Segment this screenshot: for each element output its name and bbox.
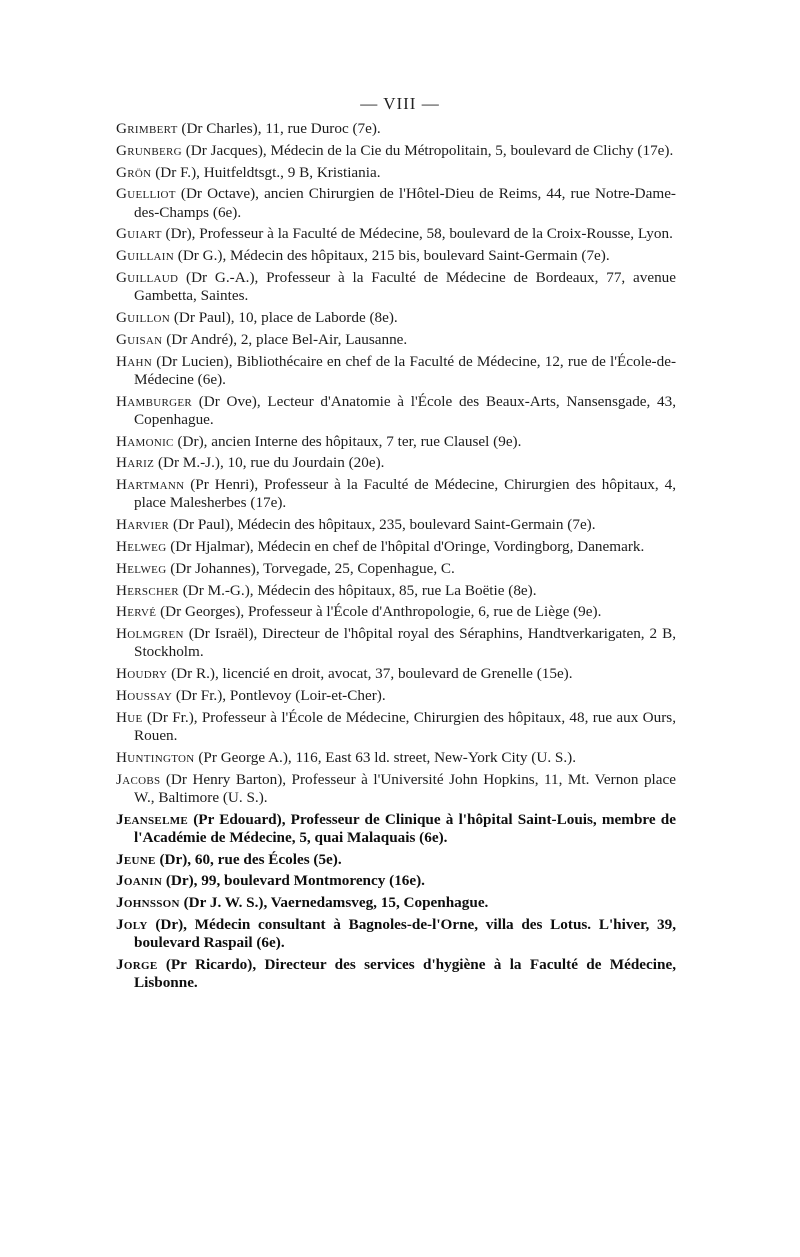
entry-name: Guisan (116, 330, 163, 348)
entry-name: Helweg (116, 537, 167, 555)
directory-entry (116, 454, 676, 472)
entry-details: (Dr), Professeur à la Faculté de Médecine, 58, boulevard de la Croix-Rousse, Lyon. (165, 225, 673, 243)
directory-entry (116, 811, 676, 847)
entry-name: Houdry (116, 665, 168, 683)
entry-details: (Dr G.-A.), Professeur à la Faculté de Médecine de Bordeaux, 77, avenue Gambetta, Saintes. (134, 268, 676, 305)
entry-details: (Dr Charles), 11, rue Duroc (7e). (181, 120, 381, 137)
entry-details: (Dr), 99, boulevard Montmorency (16e). (165, 872, 425, 890)
page-header: — VIII — (360, 94, 440, 113)
entry-name: Guillain (116, 247, 174, 265)
directory-list (116, 120, 676, 996)
entry-name: Jeune (116, 850, 156, 868)
directory-entry (116, 709, 676, 745)
entry-name: Guiart (116, 225, 162, 243)
entry-details: (Dr R.), licencié en droit, avocat, 37, boulevard de Grenelle (15e). (171, 665, 573, 683)
directory-entry (116, 476, 676, 512)
entry-details: (Pr Ricardo), Directeur des services d'hygiène à la Faculté de Médecine, Lisbonne. (134, 955, 676, 992)
entry-details: (Dr Fr.), Professeur à l'École de Médecine, Chirurgien des hôpitaux, 48, rue aux Ours, Rouen. (134, 708, 676, 744)
entry-details: (Dr F.), Huitfeldtsgt., 9 B, Kristiania. (155, 163, 381, 181)
directory-entry (116, 433, 676, 451)
entry-name: Hervé (116, 603, 157, 621)
entry-name: Helweg (116, 559, 167, 577)
entry-details: (Dr Paul), Médecin des hôpitaux, 235, boulevard Saint-Germain (7e). (172, 516, 596, 534)
entry-name: Jeanselme (116, 810, 189, 828)
entry-details: (Pr Henri), Professeur à la Faculté de Médecine, Chirurgien des hôpitaux, 4, place Malesherbes (17e). (134, 476, 676, 512)
directory-entry (116, 120, 676, 138)
entry-details: (Dr Georges), Professeur à l'École d'Anthropologie, 6, rue de Liège (9e). (160, 603, 602, 621)
directory-entry (116, 309, 676, 327)
entry-details: (Dr Octave), ancien Chirurgien de l'Hôtel-Dieu de Reims, 44, rue Notre-Dame-des-Champs (6e). (134, 185, 676, 221)
entry-details: (Dr G.), Médecin des hôpitaux, 215 bis, boulevard Saint-Germain (7e). (177, 247, 610, 265)
entry-name: Grimbert (116, 120, 178, 137)
entry-details: (Dr), ancien Interne des hôpitaux, 7 ter, rue Clausel (9e). (177, 432, 522, 450)
directory-entry (116, 164, 676, 182)
entry-name: Grön (116, 163, 152, 181)
directory-entry (116, 625, 676, 661)
entry-name: Jorge (116, 955, 158, 973)
entry-name: Hahn (116, 352, 152, 370)
directory-entry (116, 665, 676, 683)
directory-entry (116, 771, 676, 807)
directory-entry (116, 916, 676, 952)
entry-details: (Dr Henry Barton), Professeur à l'Université John Hopkins, 11, Mt. Vernon place W., Baltimore (U. S.). (134, 770, 676, 806)
entry-name: Johnsson (116, 894, 180, 912)
entry-name: Holmgren (116, 625, 184, 643)
directory-entry (116, 749, 676, 767)
entry-name: Guillon (116, 308, 171, 326)
entry-name: Grunberg (116, 141, 182, 159)
entry-name: Huntington (116, 748, 195, 766)
directory-entry (116, 353, 676, 389)
entry-details: (Pr Edouard), Professeur de Clinique à l'hôpital Saint-Louis, membre de l'Académie de Médecine, 5, quai Malaquais (6e). (134, 810, 676, 846)
entry-details: (Dr M.-J.), 10, rue du Jourdain (20e). (157, 454, 385, 472)
entry-details: (Dr), 60, rue des Écoles (5e). (159, 850, 342, 868)
entry-details: (Dr Lucien), Bibliothécaire en chef de la Faculté de Médecine, 12, rue de l'École-de-Médecine (6e). (134, 352, 677, 388)
directory-entry (116, 331, 676, 349)
entry-name: Joanin (116, 872, 163, 890)
entry-name: Guelliot (116, 185, 176, 203)
entry-details: (Dr), Médecin consultant à Bagnoles-de-l'Orne, villa des Lotus. L'hiver, 39, boulevard Raspail (6e). (134, 915, 677, 952)
entry-details: (Dr André), 2, place Bel-Air, Lausanne. (166, 330, 408, 348)
directory-entry (116, 956, 676, 992)
entry-details: (Dr Hjalmar), Médecin en chef de l'hôpital d'Oringe, Vordingborg, Danemark. (170, 537, 645, 555)
directory-entry (116, 142, 676, 160)
entry-details: (Dr Johannes), Torvegade, 25, Copenhague, C. (170, 559, 455, 577)
directory-entry (116, 851, 676, 869)
entry-details: (Dr Jacques), Médecin de la Cie du Métropolitain, 5, boulevard de Clichy (17e). (185, 141, 674, 159)
entry-name: Harvier (116, 516, 170, 534)
entry-name: Hartmann (116, 476, 185, 494)
entry-name: Guillaud (116, 268, 179, 286)
directory-entry (116, 393, 676, 429)
entry-details: (Dr Israël), Directeur de l'hôpital royal des Séraphins, Handtverkarigaten, 2 B, Stockholm. (134, 625, 676, 661)
entry-name: Joly (116, 915, 148, 933)
directory-entry (116, 516, 676, 534)
directory-entry (116, 872, 676, 890)
entry-details: (Pr George A.), 116, East 63 ld. street, New-York City (U. S.). (198, 748, 577, 766)
directory-entry (116, 225, 676, 243)
directory-entry (116, 603, 676, 621)
entry-details: (Dr M.-G.), Médecin des hôpitaux, 85, rue La Boëtie (8e). (182, 581, 537, 599)
directory-entry (116, 185, 676, 221)
entry-details: (Dr J. W. S.), Vaernedamsveg, 15, Copenhague. (183, 894, 489, 912)
entry-name: Hamburger (116, 392, 193, 410)
entry-name: Hariz (116, 454, 155, 472)
directory-entry (116, 560, 676, 578)
entry-name: Houssay (116, 686, 173, 704)
directory-entry (116, 269, 676, 305)
entry-details: (Dr Ove), Lecteur d'Anatomie à l'École des Beaux-Arts, Nansensgade, 43, Copenhague. (134, 392, 676, 428)
directory-entry (116, 582, 676, 600)
entry-name: Jacobs (116, 770, 161, 788)
directory-entry (116, 247, 676, 265)
directory-entry (116, 687, 676, 705)
entry-details: (Dr Fr.), Pontlevoy (Loir-et-Cher). (175, 686, 386, 704)
directory-entry (116, 894, 676, 912)
entry-name: Herscher (116, 581, 179, 599)
entry-name: Hamonic (116, 432, 174, 450)
entry-name: Hue (116, 708, 143, 726)
directory-entry (116, 538, 676, 556)
entry-details: (Dr Paul), 10, place de Laborde (8e). (173, 308, 398, 326)
